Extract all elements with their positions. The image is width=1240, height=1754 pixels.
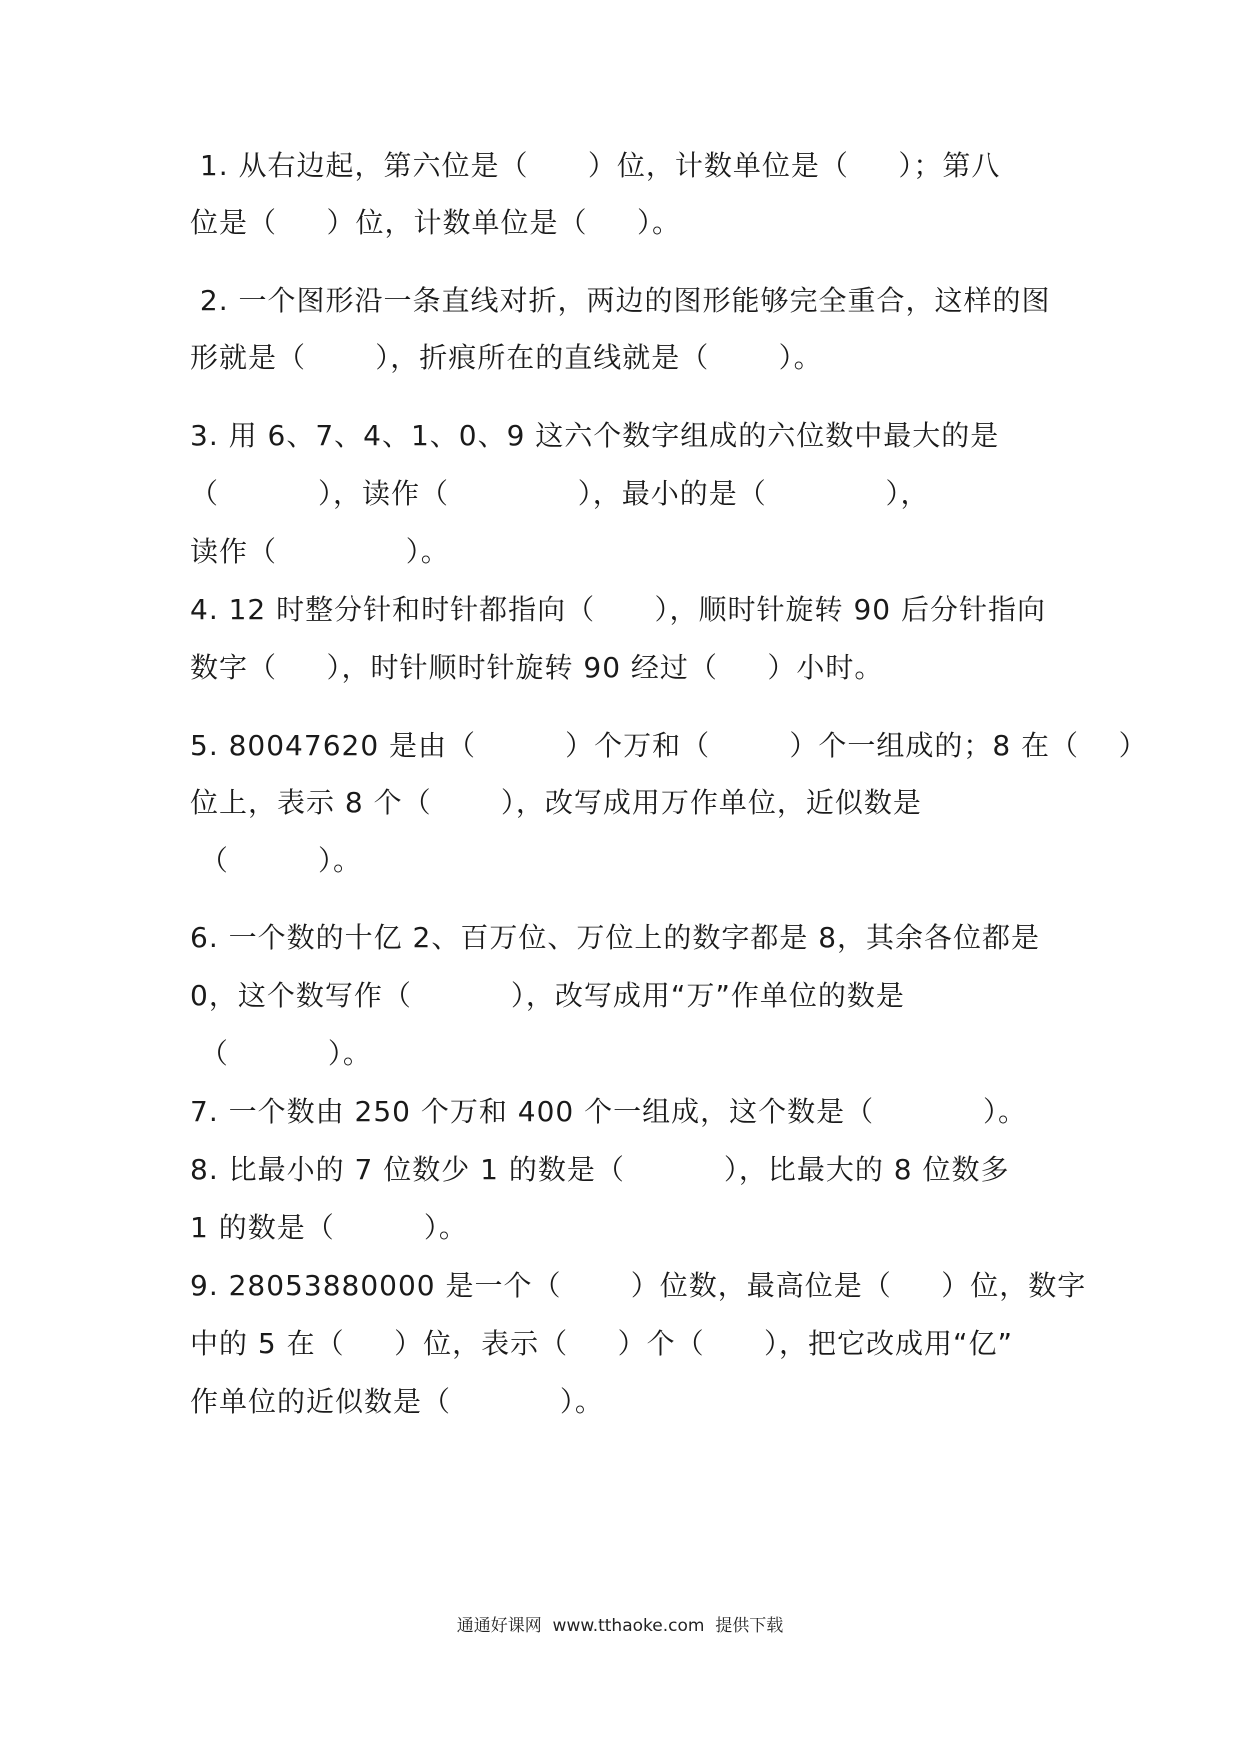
footer-credit: 通通好课网 www.tthaoke.com 提供下载 (456, 1616, 784, 1636)
question-3-line-2: （ ），读作（ ），最小的是（ ）， (190, 477, 930, 510)
question-9-line-2: 中的 5 在（ ）位，表示（ ）个（ ），把它改成用“亿” (190, 1327, 1014, 1360)
question-3-line-3: 读作（ ）。 (190, 535, 450, 568)
question-4-line-2: 数字（ ），时针顺时针旋转 90 经过（ ）小时。 (190, 651, 884, 684)
question-5-line-1: 5. 80047620 是由（ ）个万和（ ）个一组成的；8 在（ ） (190, 729, 1148, 762)
question-3-line-1: 3. 用 6、7、4、1、0、9 这六个数字组成的六位数中最大的是 (190, 419, 1000, 452)
question-2-line-1: 2. 一个图形沿一条直线对折，两边的图形能够完全重合，这样的图 (190, 284, 1051, 317)
question-8-line-1: 8. 比最小的 7 位数少 1 的数是（ ），比最大的 8 位数多 (190, 1153, 1010, 1186)
question-5-line-3: （ ）。 (190, 844, 363, 877)
question-1-line-1: 1. 从右边起，第六位是（ ）位，计数单位是（ ）；第八 (190, 149, 1001, 182)
question-7-line-1: 7. 一个数由 250 个万和 400 个一组成，这个数是（ ）。 (190, 1095, 1028, 1128)
question-6-line-3: （ ）。 (190, 1037, 372, 1070)
question-1-line-2: 位是（ ）位，计数单位是（ ）。 (190, 206, 682, 239)
question-9-line-3: 作单位的近似数是（ ）。 (190, 1385, 604, 1418)
question-4-line-1: 4. 12 时整分针和时针都指向（ ），顺时针旋转 90 后分针指向 (190, 593, 1046, 626)
question-5-line-2: 位上，表示 8 个（ ），改写成用万作单位，近似数是 (190, 786, 922, 819)
question-6-line-1: 6. 一个数的十亿 2、百万位、万位上的数字都是 8，其余各位都是 (190, 921, 1041, 954)
question-9-line-1: 9. 28053880000 是一个（ ）位数，最高位是（ ）位，数字 (190, 1269, 1087, 1302)
question-2-line-2: 形就是（ ），折痕所在的直线就是（ ）。 (190, 341, 823, 374)
question-8-line-2: 1 的数是（ ）。 (190, 1211, 468, 1244)
question-6-line-2: 0，这个数写作（ ），改写成用“万”作单位的数是 (190, 979, 905, 1012)
